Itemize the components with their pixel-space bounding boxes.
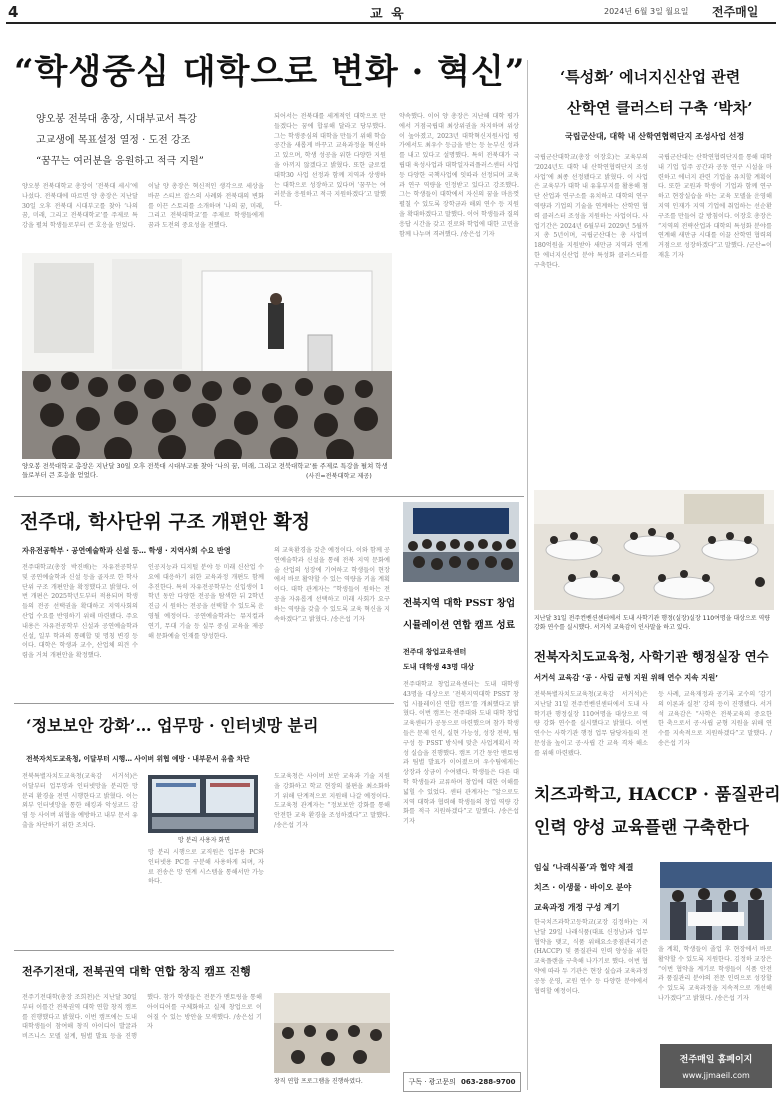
- article6-subtitle: 전북자치도교육청, 이달부터 시행… 사이버 위협 예방 · 내부문서 유출 차단: [26, 755, 250, 763]
- article1-body-right: 되어서는 전북대를 세계적인 대학으로 만들겠다는 꿈에 합류해 달라고 당부했다. 그는 학생중심의 대학을 만들기 위해 학습 공간을 새롭게 바꾸고 교육과정을 혁신하고 있으며, 학생 성공을 위한 다양한 지원을 아끼지 않겠다고 밝혔다. 또한 글로컬대학30 사업 선정과 함께 지역과 상생하는 대학으로 성장하고 있다며 ‘꿈꾸는 여러분을 응원하고 적극 지원하겠다’고 말했다.: [274, 113, 386, 209]
- article8-photo: [660, 862, 772, 940]
- article4-body: 전주대학교 창업교육센터는 도내 대학생 43명을 대상으로 ‘전북지역대학 PSST 창업 시뮬레이션 연합 캠프’를 개최했다고 밝혔다. 이번 캠프는 전주대와 도내 대학 창업교육센터가 공동으로 마련했으며 참가 학생들은 문제 인식, 실현 가능성, 성장 전략, 팀 구성 등 PSST 방식에 맞춘 사업계획서 작성 실습을 진행했다. 캠프 기간 동안 멘토링과 팀별 발표가 이어졌으며 우수팀에게는 상장과 상금이 수여됐다. 학생들은 다른 대학 학생들과 교류하며 창업에 대한 이해를 넓힐 수 있었다. 센터 관계자는 “앞으로도 지역 대학과 협력해 학생들의 창업 역량 강화를 적극 지원하겠다”고 말했다. /송은섭 기자: [403, 681, 519, 826]
- article4-headline-2: 시뮬레이션 연합 캠프 성료: [403, 620, 515, 631]
- homepage-title: 전주매일 홈페이지: [679, 1055, 753, 1065]
- article2-body-left: 국립군산대학교(총장 이장호)는 교육부의 ‘2024년도 대학 내 산학연협력단지 조성사업’에 최종 선정됐다고 밝혔다. 이 사업은 교육부가 대학 내 유휴부지를 활용해 첨단 산업과 연구소를 유치하고 대학의 연구 역량과 기업의 기술을 연계하는 산학연 협력 클러스터 조성을 지원하는 사업이다. 사업기간은 2024년 6월부터 2029년 5월까지 총 5년이며, 국립군산대는 총 사업비 180억원을 지원받아 새만금 지역과 연계한 에너지신산업 분야 특성화 클러스터를 구축한다.: [534, 154, 648, 269]
- article5-headline: 전북자치도교육청, 사학기관 행정실장 연수: [534, 649, 769, 664]
- divider: [14, 950, 394, 951]
- article1-photo: [22, 253, 392, 459]
- article1-body-far: 약속했다. 이어 양 총장은 지난해 대학 평가에서 거점국립대 최상위권을 차지하며 위상이 높아졌고, 2023년 대학혁신지원사업 평가에서도 최우수 등급을 받는 등 눈부신 성과를 내고 있다고 설명했다. 특히 전북대가 국립대 육성사업과 대학일자리플러스센터 사업 등 다양한 국책사업에 잇따라 선정되며 교육과 연구 역량을 인정받고 있다고 강조했다. 그는 학생들이 대학에서 자신의 꿈을 마음껏 펼칠 수 있도록 장학금과 해외 연수 등 지원을 확대하겠다고 말했다. 이어 학생들과 질의응답 시간을 갖고 진로와 학업에 대한 고민을 함께 나누며 격려했다. /송은섭 기자: [399, 113, 519, 238]
- article5-body-left: 전북특별자치도교육청(교육감 서거석)은 지난달 31일 전주컨벤션센터에서 도내 사학기관 행정실장 110여명을 대상으로 역량 강화 연수를 실시했다고 밝혔다. 이번 연수는 사학기관 행정 업무 담당자들의 전문성을 높이고 공·사립 간 교육 격차 해소를 위해 마련됐다.: [534, 691, 648, 757]
- subscription-phone: 063-288-9700: [460, 1078, 516, 1086]
- article5-subtitle: 서거석 교육감 ‘공 · 사립 균형 지원 위해 연수 지속 지원’: [534, 673, 719, 682]
- article7-headline: 전주기전대, 전북권역 대학 연합 창직 캠프 진행: [22, 965, 251, 978]
- article1-subtitle-3: “꿈꾸는 여러분을 응원하고 적극 지원”: [36, 156, 204, 167]
- article6-body-mid: 망 분리 시행으로 교직원은 업무용 PC와 인터넷용 PC를 구분해 사용하게 되며, 자료 전송은 망 연계 시스템을 통해서만 가능하다.: [148, 849, 264, 886]
- article5-photo-caption: 지난달 31일 전주컨벤션센터에서 도내 사학기관 행정(실장)실장 110여명을 대상으로 역량 강화 연수를 실시했다. 서거석 교육감이 인사말을 하고 있다.: [534, 615, 771, 631]
- article1-lead: 양오봉 전북대학교 총장이 ‘전북대 세시’에 나섰다. 전북대에 따르면 양 총장은 지난달 30일 오후 전북대 시대부고를 찾아 ‘나의 꿈, 미래, 그리고 전북대학교’를 주제로 특강을 펼쳐 학생들로부터 큰 호응을 얻었다.: [22, 183, 138, 230]
- article1-photo-credit: (사진=전북대학교 제공): [306, 473, 372, 480]
- article3-subtitle: 자유전공학부 · 공연예술학과 신설 등… 학생 · 지역사회 수요 반영: [22, 546, 231, 555]
- article6-body-right: 도교육청은 사이버 보안 교육과 기술 지원을 강화하고 학교 현장의 불편을 최소화하기 위해 단계적으로 지원해 나갈 예정이다. 도교육청 관계자는 “정보보안 강화를 통해 안전한 교육 환경을 조성하겠다”고 말했다. /송은섭 기자: [274, 773, 390, 829]
- divider: [14, 703, 394, 704]
- article4-headline: 전북지역 대학 PSST 창업: [403, 598, 516, 609]
- article2-headline: ‘특성화’ 에너지신산업 관련: [560, 68, 741, 86]
- article6-headline: ‘정보보안 강화’… 업무망 · 인터넷망 분리: [26, 716, 319, 735]
- publication-name: 전주매일: [712, 5, 759, 19]
- article3-body-mid: 인공지능과 디지털 분야 등 미래 신산업 수요에 대응하기 위한 교육과정 개편도 함께 추진한다. 특히 자유전공학부는 신입생이 1학년 동안 다양한 전공을 탐색한 뒤 2학년 진급 시 원하는 전공을 선택할 수 있도록 운영될 예정이다. 공연예술학과는 뮤지컬과 연기, 무대 기술 등 실무 중심 교육을 제공해 문화예술 인재를 양성한다.: [148, 564, 264, 640]
- article1-body-middle: 이날 양 총장은 혁신적인 생각으로 세상을 바꾼 스티브 잡스의 사례와 전북대의 변화를 이끈 스토리를 소개하며 ‘나의 꿈, 미래, 그리고 전북대학교’를 주제로 학생들에게 꿈과 도전의 중요성을 전했다.: [148, 183, 264, 230]
- article6-photo: [148, 775, 258, 833]
- issue-date: 2024년 6월 3일 월요일: [604, 7, 689, 16]
- header-rule: [6, 22, 776, 24]
- article8-headline: 치즈과학고, HACCP · 품질관리: [534, 785, 781, 805]
- homepage-url[interactable]: www.jjmaeil.com: [682, 1071, 750, 1080]
- article8-subtitle-3: 교육과정 개정 구성 계기: [534, 903, 620, 912]
- article4-subtitle-2: 도내 대학생 43명 대상: [403, 663, 475, 671]
- article8-subtitle-1: 임실 ‘나래식품’과 협약 체결: [534, 863, 634, 872]
- divider: [14, 496, 524, 497]
- article3-body-right: 의 교육환경을 갖춘 예정이다. 이와 함께 공연예술학과 신설을 통해 전북 지역 문화예술 산업의 성장에 기여하고 학생들이 현장에서 바로 활약할 수 있는 역량을 키울 계획이다. 대학 관계자는 “학생들이 원하는 전공을 자유롭게 선택하고 미래 사회가 요구하는 역량을 갖출 수 있도록 교육 혁신을 지속하겠다”고 밝혔다. /송은섭 기자: [274, 547, 390, 623]
- article2-subtitle: 국립군산대, 대학 내 산학연협력단지 조성사업 선정: [565, 132, 745, 141]
- article2-headline-2: 산학연 클러스터 구축 ‘박차’: [567, 99, 753, 117]
- article1-headline: “학생중심 대학으로 변화 · 혁신”: [14, 52, 526, 92]
- article6-photo-caption: 망 분리 사용자 화면: [178, 837, 231, 844]
- article8-body-left: 한국치즈과학고등학교(교장 김정하)는 지난달 29일 나래식품(대표 신정남)과 업무협약을 맺고, 식품 위해요소중점관리기준(HACCP) 및 품질관리 인력 양성을 위한 교육플랜을 구축해 나가기로 했다. 이번 협약에 따라 두 기관은 현장 실습과 교육과정 공동 운영, 교원 연수 등 다양한 분야에서 협력할 예정이다.: [534, 919, 648, 995]
- article1-subtitle-2: 고교생에 목표설정 열정 · 도전 강조: [36, 135, 191, 146]
- article7-body: 전주기전대학(총장 조희천)은 지난달 30일부터 이틀간 전북권역 대학 연합 창직 캠프를 진행했다고 밝혔다. 이번 캠프에는 도내 대학생들이 참여해 창직 아이디어 발굴과 비즈니스 모델 설계, 팀별 발표 등을 진행했다. 참가 학생들은 전문가 멘토링을 통해 아이디어를 구체화하고 실제 창업으로 이어질 수 있는 방안을 모색했다. /송은섭 기자: [22, 994, 262, 1041]
- article4-photo: [403, 502, 519, 582]
- page-number: 4: [8, 3, 19, 21]
- article6-body-left: 전북특별자치도교육청(교육감 서거석)은 이달부터 업무망과 인터넷망을 분리한 망 분리 환경을 전면 시행한다고 밝혔다. 이는 외부 인터넷망을 통한 해킹과 악성코드 감염 등 사이버 위협을 예방하고 내부 문서 유출을 차단하기 위한 조치다.: [22, 773, 138, 829]
- article5-body-right: 등 사례, 교육재정과 공기록 교수의 ‘감기의 이론과 실천’ 강의 등이 진행됐다. 서거석 교육감은 “사학은 전북교육의 중요한 한 축으로서 공·사립 균형 지원을 위해 연수를 지속적으로 지원하겠다”고 말했다. /송은섭 기자: [658, 691, 772, 747]
- article5-photo: [534, 490, 774, 610]
- article8-body-right: 을 계획, 학생들이 졸업 후 현장에서 바로 활약할 수 있도록 지원한다. 김정하 교장은 “이번 협약을 계기로 학생들이 식품 안전과 품질관리 분야의 전문 인력으로 성장할 수 있도록 교육과정을 지속적으로 개선해 나가겠다”고 밝혔다. /송은섭 기자: [658, 946, 772, 1002]
- article1-subtitle-1: 양오봉 전북대 총장, 시대부교서 특강: [36, 114, 197, 125]
- article3-body-left: 전주대학교(총장 박진배)는 자유전공학부 및 공연예술학과 신설 등을 골자로 한 학사단위 구조 개편안을 확정했다고 밝혔다. 이번 개편은 2025학년도부터 적용되며 학생들의 전공 선택권을 확대하고 지역사회의 산업 수요를 반영하기 위해 마련됐다. 주요 내용은 자유전공학부 신설과 공연예술학과 신설, 일부 학과의 통폐합 및 명칭 변경 등이다. 대학은 학생과 교수, 산업체 의견 수렴을 거쳐 개편안을 확정했다.: [22, 564, 138, 660]
- column-rule: [527, 60, 528, 1090]
- section-name: 교 육: [370, 7, 406, 22]
- article3-headline: 전주대, 학사단위 구조 개편안 확정: [20, 511, 311, 533]
- article4-subtitle-1: 전주대 창업교육센터: [403, 648, 467, 656]
- article7-photo: [274, 993, 390, 1073]
- subscription-box: [403, 1072, 521, 1092]
- article8-subtitle-2: 치즈 · 이생물 · 바이오 분야: [534, 883, 632, 892]
- article7-photo-caption: 창직 연합 프로그램을 진행하였다.: [274, 1078, 363, 1085]
- article2-body-right: 국립군산대는 산학연협력단지를 통해 대학 내 기업 입주 공간과 공동 연구 시설을 마련하고 에너지 관련 기업을 유치할 계획이다. 또한 교원과 학생이 기업과 함께 연구하고 현장실습을 하는 교육 모델을 운영해 지역 인재가 지역 기업에 취업하는 선순환 구조를 만들어 갈 방침이다. 이장호 총장은 “지역의 전략산업과 대학의 특성화 분야를 연계해 새만금 시대를 이끌 산학연 협력의 거점으로 성장하겠다”고 말했다. /군산=이재훈 기자: [658, 154, 772, 259]
- subscription-label: 구독 · 광고문의: [408, 1078, 456, 1086]
- homepage-box[interactable]: [660, 1044, 772, 1088]
- article1-photo-caption: 양오봉 전북대학교 총장은 지난달 30일 오후 전북대 시대부고를 찾아 ‘나의 꿈, 미래, 그리고 전북대학교’를 주제로 특강을 펼쳐 학생들로부터 큰 호응을 얻었다.: [22, 462, 388, 479]
- article8-headline-2: 인력 양성 교육플랜 구축한다: [534, 818, 749, 838]
